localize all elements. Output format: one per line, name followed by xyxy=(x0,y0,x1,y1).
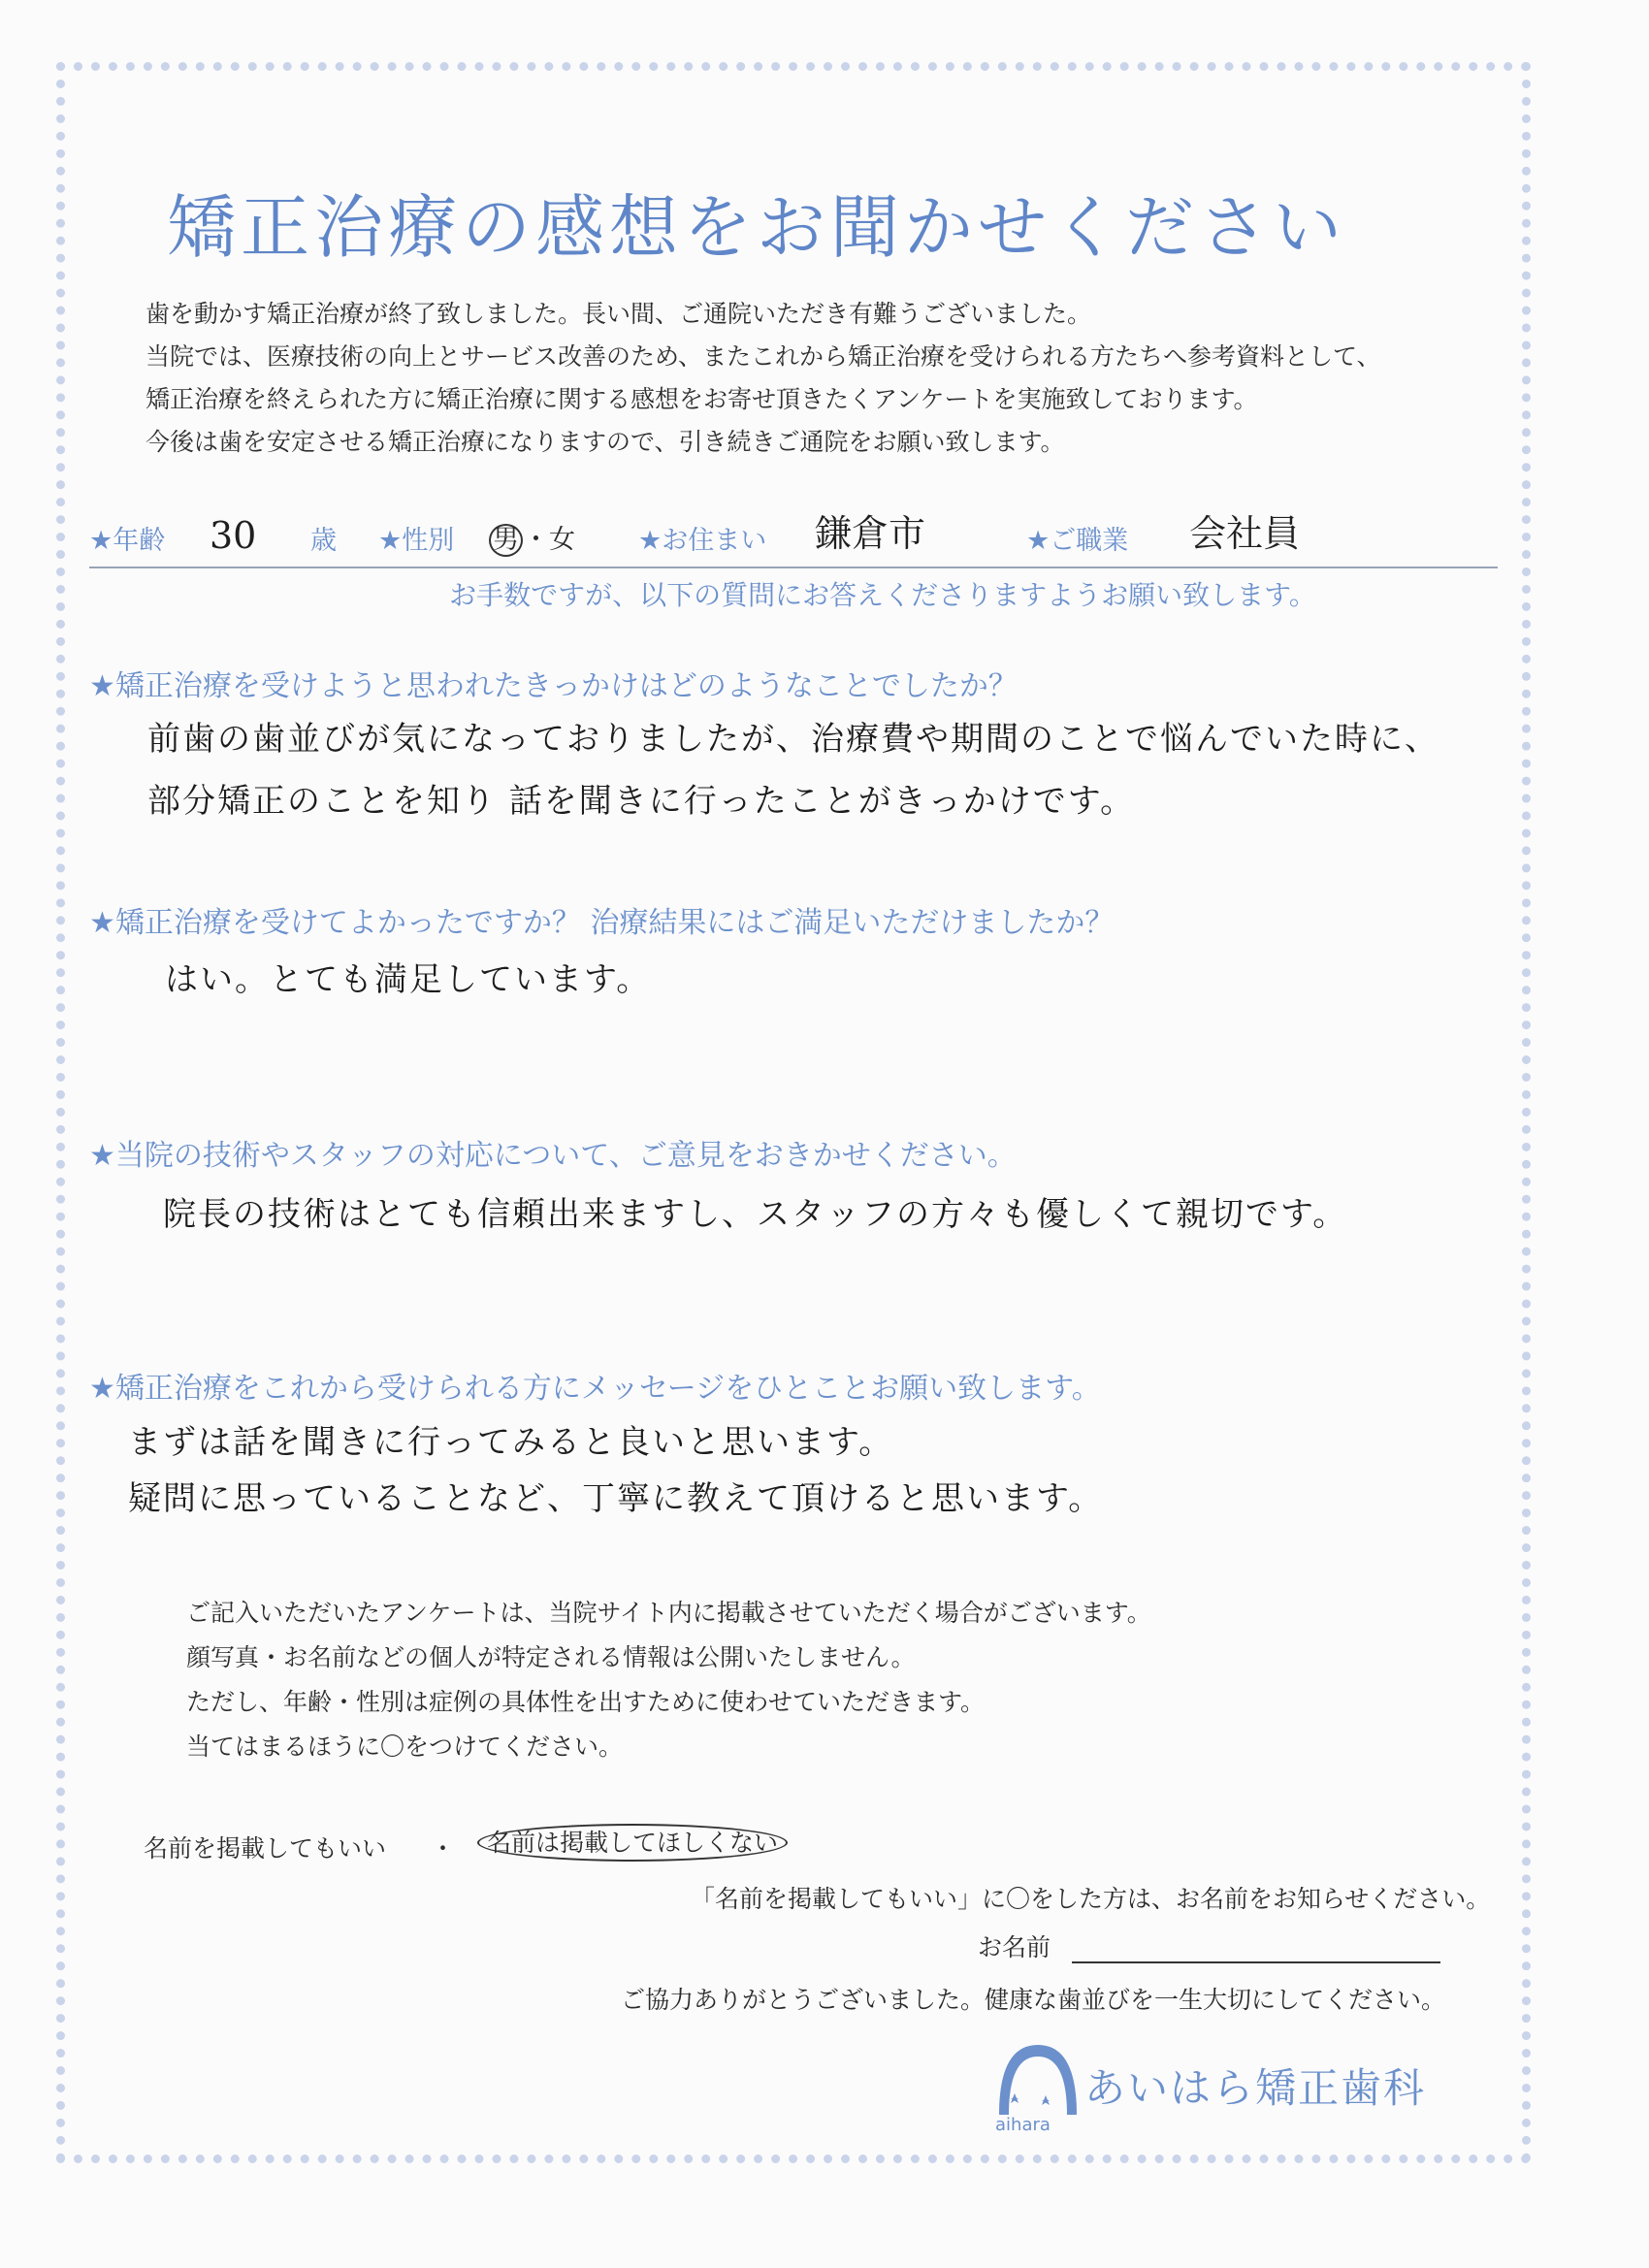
note-line: 顔写真・お名前などの個人が特定される情報は公開いたしません。 xyxy=(186,1643,916,1671)
clinic-name-en: aihara xyxy=(995,2115,1051,2135)
intro-paragraph xyxy=(146,293,1504,464)
residence-value[interactable]: 鎌倉市 xyxy=(815,512,926,555)
gender-options[interactable] xyxy=(489,518,575,557)
question-2: ★矯正治療を受けてよかったですか？ 治療結果にはご満足いただけましたか？ xyxy=(89,906,1115,940)
answer-4[interactable] xyxy=(128,1414,1103,1527)
answer-line: 前歯の歯並びが気になっておりましたが、治療費や期間のことで悩んでいた時に、 xyxy=(147,720,1439,759)
answer-line: 部分矯正のことを知り 話を聞きに行ったことがきっかけです。 xyxy=(147,782,1136,821)
answer-line: 院長の技術はとても信頼出来ますし、スタッフの方々も優しくて親切です。 xyxy=(163,1195,1348,1234)
name-input-line[interactable] xyxy=(1072,1934,1440,1963)
name-instruction: 「名前を掲載してもいい」に〇をした方は、お名前をお知らせください。 xyxy=(691,1885,1491,1913)
option-separator: ・ xyxy=(431,1834,456,1863)
intro-line: 歯を動かす矯正治療が終了致しました。長い間、ご通院いただき有難うございました。 xyxy=(146,300,1092,328)
answer-line: まずは話を聞きに行ってみると良いと思います。 xyxy=(128,1423,894,1462)
name-label: お名前 xyxy=(978,1933,1051,1961)
age-label: ★年齢 xyxy=(89,526,166,556)
instruction-text: お手数ですが、以下の質問にお答えくださりますようお願い致します。 xyxy=(449,579,1316,611)
thanks-text: ご協力ありがとうございました。健康な歯並びを一生大切にしてください。 xyxy=(621,1986,1446,2014)
clinic-logo xyxy=(991,2035,1438,2142)
gender-separator: ・ xyxy=(523,525,549,555)
question-1: ★矯正治療を受けようと思われたきっかけはどのようなことでしたか？ xyxy=(89,669,1018,703)
page-title: 矯正治療の感想をお聞かせください xyxy=(167,187,1347,268)
question-3: ★当院の技術やスタッフの対応について、ご意見をおきかせください。 xyxy=(89,1139,1017,1173)
note-line: 当てはまるほうに〇をつけてください。 xyxy=(186,1733,624,1761)
note-line: ご記入いただいたアンケートは、当院サイト内に掲載させていただく場合がございます。 xyxy=(186,1599,1151,1627)
notes xyxy=(186,1591,1151,1769)
residence-label: ★お住まい xyxy=(638,526,767,556)
answer-3[interactable] xyxy=(163,1183,1347,1246)
answer-2[interactable] xyxy=(165,949,651,1011)
note-line: ただし、年齢・性別は症例の具体性を出すために使わせていただきます。 xyxy=(186,1688,986,1716)
occupation-value[interactable]: 会社員 xyxy=(1189,512,1301,555)
name-field xyxy=(978,1928,1440,1963)
gender-female[interactable]: 女 xyxy=(549,525,575,555)
intro-line: 当院では、医療技術の向上とサービス改善のため、またこれから矯正治療を受けられる方たちへ参考資料として、 xyxy=(146,342,1381,371)
age-unit: 歳 xyxy=(310,526,337,556)
option-publish-ok[interactable]: 名前を掲載してもいい xyxy=(144,1834,387,1863)
gender-male-circled[interactable]: 男 xyxy=(489,524,523,557)
age-value[interactable]: 30 xyxy=(210,514,257,557)
answer-line: 疑問に思っていることなど、丁寧に教えて頂けると思います。 xyxy=(128,1479,1104,1518)
intro-line: 今後は歯を安定させる矯正治療になりますので、引き続きご通院をお願い致します。 xyxy=(146,428,1065,456)
option-publish-ng[interactable] xyxy=(477,1824,788,1859)
intro-line: 矯正治療を終えられた方に矯正治療に関する感想をお寄せ頂きたくアンケートを実施致しております。 xyxy=(146,385,1258,413)
clinic-name: あいはら矯正歯科 xyxy=(1084,2064,1427,2112)
gender-label: ★性別 xyxy=(378,526,455,556)
occupation-label: ★ご職業 xyxy=(1026,526,1129,556)
profile-row xyxy=(89,512,1498,568)
answer-1[interactable] xyxy=(147,708,1439,832)
option-publish-ng-circled: 名前は掲載してほしくない xyxy=(477,1824,788,1862)
answer-line: はい。とても満足しています。 xyxy=(165,960,652,999)
question-4: ★矯正治療をこれから受けられる方にメッセージをひとことお願い致します。 xyxy=(89,1372,1101,1406)
